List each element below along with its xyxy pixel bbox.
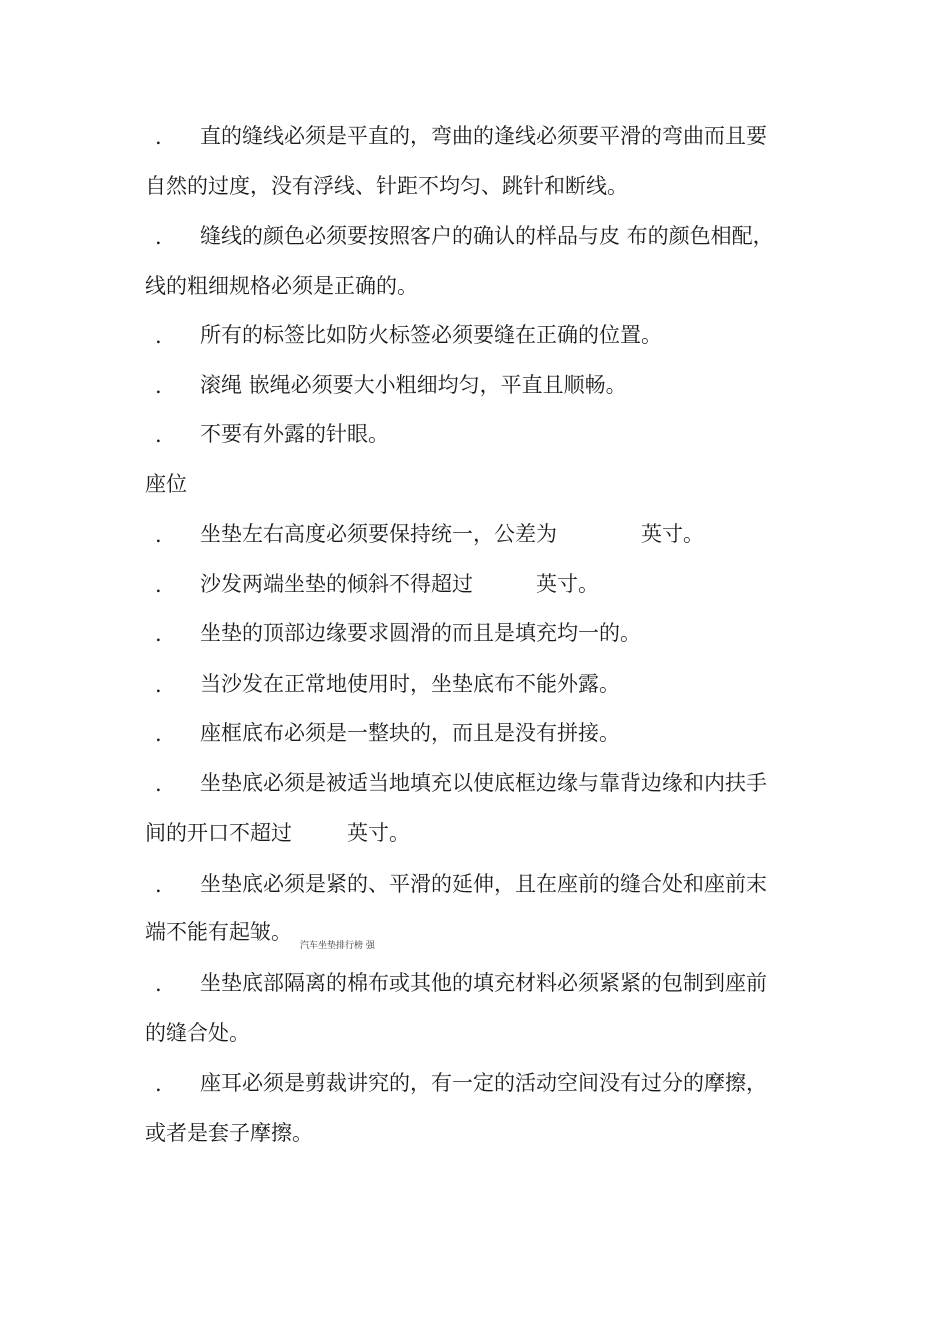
list-item-text: 坐垫左右高度必须要保持统一，公差为 bbox=[200, 522, 557, 546]
list-item-unit: 英寸。 bbox=[536, 572, 599, 596]
list-item-text: 坐垫底必须是紧的、平滑的延伸，且在座前的缝合处和座前末 bbox=[200, 872, 767, 896]
bullet-marker: . bbox=[155, 673, 162, 697]
bullet-marker: . bbox=[155, 622, 162, 646]
bullet-marker: . bbox=[155, 374, 162, 398]
section-title: 座位 bbox=[145, 472, 187, 496]
small-footnote: 汽车坐垫排行榜 强 bbox=[300, 941, 375, 951]
bullet-marker: . bbox=[155, 225, 162, 249]
list-item-unit: 英寸。 bbox=[641, 522, 704, 546]
bullet-marker: . bbox=[155, 873, 162, 897]
bullet-marker: . bbox=[155, 324, 162, 348]
bullet-marker: . bbox=[155, 972, 162, 996]
bullet-marker: . bbox=[155, 423, 162, 447]
list-item-continuation: 或者是套子摩擦。 bbox=[145, 1121, 313, 1145]
bullet-marker: . bbox=[155, 523, 162, 547]
list-item-continuation: 线的粗细规格必须是正确的。 bbox=[145, 274, 418, 298]
list-item-text: 当沙发在正常地使用时，坐垫底布不能外露。 bbox=[200, 672, 620, 696]
list-item-text: 不要有外露的针眼。 bbox=[200, 422, 389, 446]
list-item-text: 直的缝线必须是平直的，弯曲的逢线必须要平滑的弯曲而且要 bbox=[200, 124, 767, 148]
list-item-text: 滚绳 嵌绳必须要大小粗细均匀，平直且顺畅。 bbox=[200, 373, 627, 397]
list-item-continuation: 自然的过度，没有浮线、针距不均匀、跳针和断线。 bbox=[145, 174, 628, 198]
list-item-text: 坐垫的顶部边缘要求圆滑的而且是填充均一的。 bbox=[200, 621, 641, 645]
list-item-text: 座耳必须是剪裁讲究的，有一定的活动空间没有过分的摩擦， bbox=[200, 1071, 767, 1095]
list-item-text: 座框底布必须是一整块的，而且是没有拼接。 bbox=[200, 721, 620, 745]
list-item-continuation: 间的开口不超过 bbox=[145, 821, 292, 845]
bullet-marker: . bbox=[155, 125, 162, 149]
list-item-text: 坐垫底必须是被适当地填充以使底框边缘与靠背边缘和内扶手 bbox=[200, 771, 767, 795]
list-item-unit: 英寸。 bbox=[347, 821, 410, 845]
list-item-continuation: 端不能有起皱。 bbox=[145, 920, 292, 944]
list-item-text: 所有的标签比如防火标签必须要缝在正确的位置。 bbox=[200, 323, 662, 347]
bullet-marker: . bbox=[155, 1072, 162, 1096]
list-item-continuation: 的缝合处。 bbox=[145, 1021, 250, 1045]
bullet-marker: . bbox=[155, 772, 162, 796]
list-item-text: 坐垫底部隔离的棉布或其他的填充材料必须紧紧的包制到座前 bbox=[200, 971, 767, 995]
bullet-marker: . bbox=[155, 722, 162, 746]
bullet-marker: . bbox=[155, 573, 162, 597]
list-item-text: 沙发两端坐垫的倾斜不得超过 bbox=[200, 572, 473, 596]
list-item-text: 缝线的颜色必须要按照客户的确认的样品与皮 布的颜色相配， bbox=[200, 224, 774, 248]
